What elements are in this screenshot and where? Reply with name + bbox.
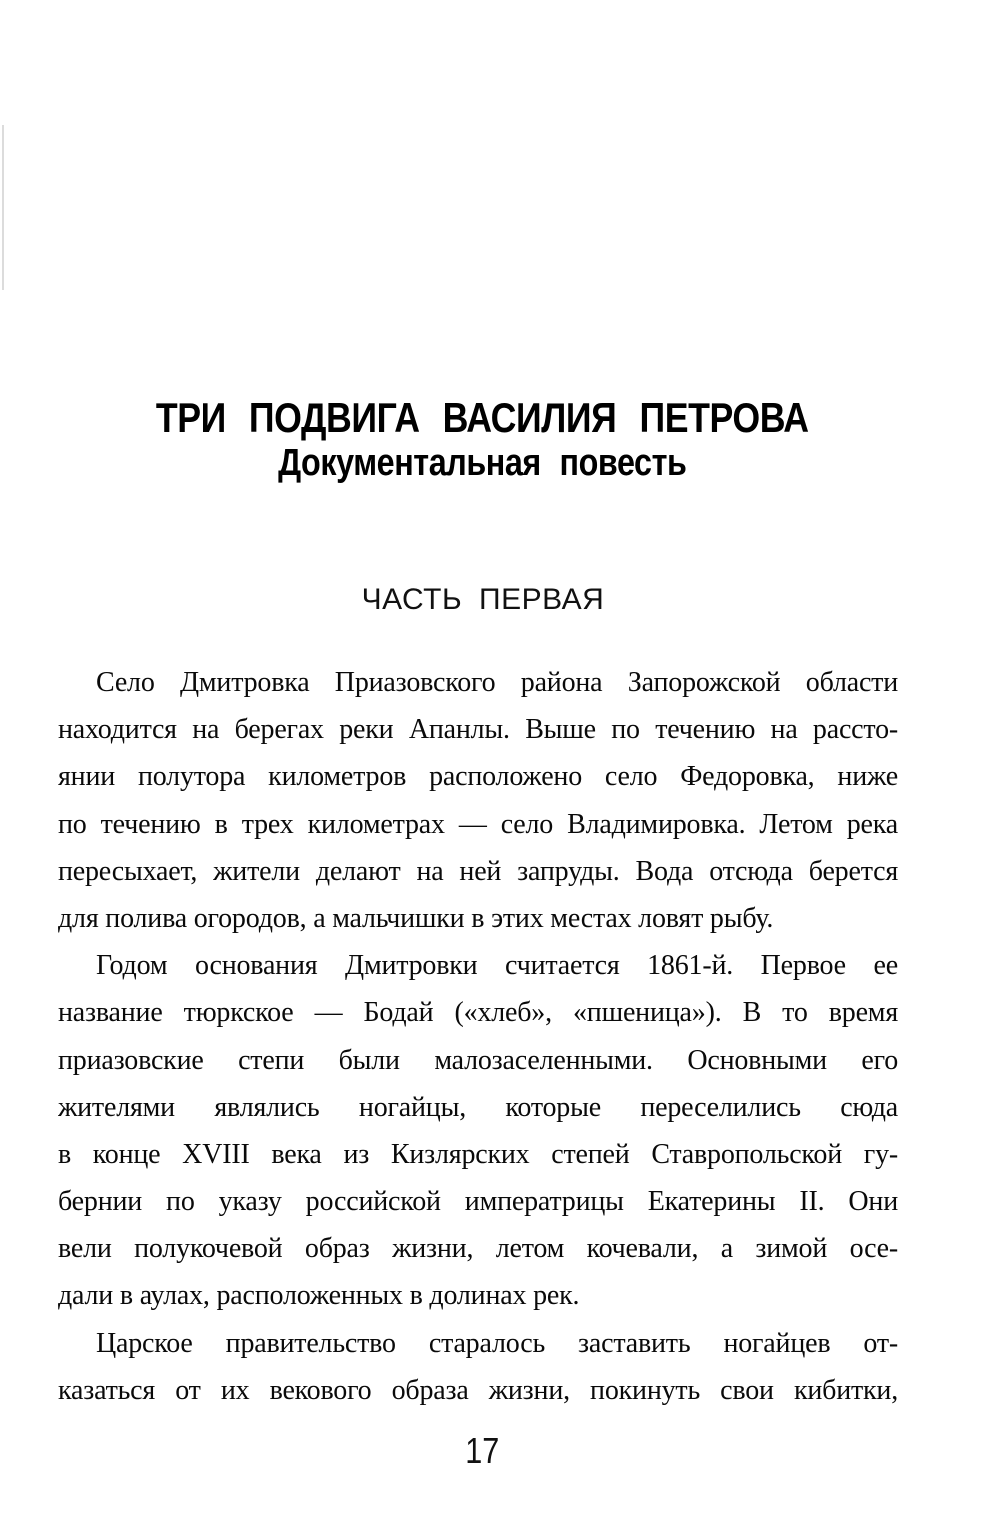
text-line: жителями являлись ногайцы, которые переселились сюда — [58, 1091, 898, 1123]
page-number: 17 — [465, 1430, 500, 1471]
text-line: янии полутора километров расположено село Федоровка, ниже — [58, 761, 898, 793]
text-line: по течению в трех километрах — село Владимировка. Летом река — [58, 808, 898, 840]
text-line: вели полукочевой образ жизни, летом кочевали, а зимой осе- — [58, 1233, 898, 1265]
text-line: Царское правительство старалось заставить ногайцев от- — [96, 1327, 898, 1359]
text-line: находится на берегах реки Апанлы. Выше по течению на рассто- — [58, 714, 898, 746]
text-line: название тюркское — Бодай («хлеб», «пшеница»). В то время — [58, 997, 898, 1029]
text-line: для полива огородов, а мальчишки в этих местах ловят рыбу. — [58, 902, 774, 934]
text-line: бернии по указу российской императрицы Екатерины II. Они — [58, 1186, 898, 1218]
text-line: казаться от их векового образа жизни, покинуть свои кибитки, — [58, 1374, 898, 1406]
text-line: в конце XVIII века из Кизлярских степей Ставропольской гу- — [58, 1138, 898, 1170]
text-line: Село Дмитровка Приазовского района Запорожской области — [96, 667, 898, 698]
text-line: пересыхает, жители делают на ней запруды. Вода отсюда берется — [58, 855, 898, 887]
book-title: ТРИ ПОДВИГА ВАСИЛИЯ ПЕТРОВА — [155, 394, 809, 441]
text-line: приазовские степи были малозаселенными. Основными его — [58, 1044, 898, 1076]
part-heading: ЧАСТЬ ПЕРВАЯ — [361, 583, 605, 616]
text-line: дали в аулах, расположенных в долинах рек. — [58, 1280, 580, 1312]
page-content — [58, 0, 898, 1525]
book-subtitle: Документальная повесть — [278, 442, 687, 484]
scan-artifact-line — [2, 125, 4, 290]
body-text — [58, 659, 898, 1414]
text-line: Годом основания Дмитровки считается 1861-й. Первое ее — [96, 950, 898, 982]
